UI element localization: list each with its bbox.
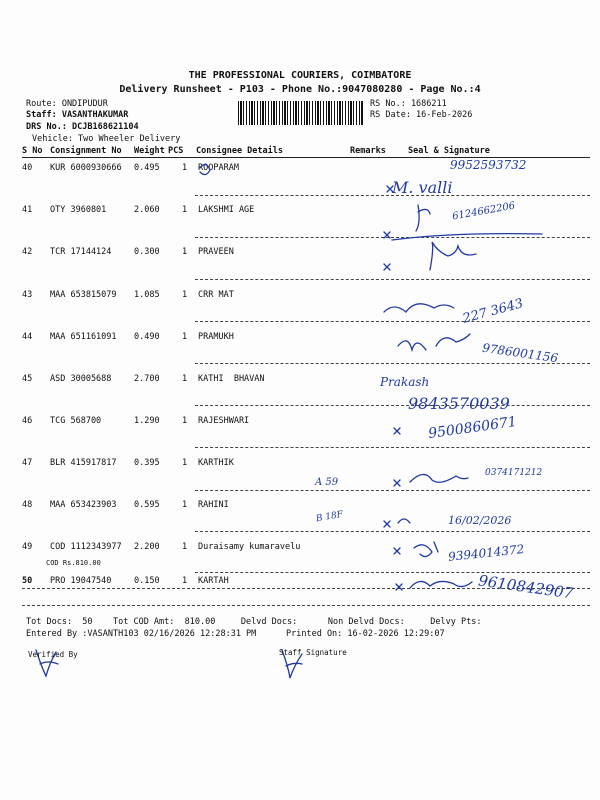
handwritten-name: M. valli — [392, 178, 453, 197]
row-pcs: 1 — [182, 542, 188, 552]
handwritten-phone: 9843570039 — [408, 394, 510, 413]
row-consignee: ROOPARAM — [198, 163, 239, 173]
row-consignment: MAA 651161091 — [50, 332, 117, 342]
company-title: THE PROFESSIONAL COURIERS, COIMBATORE — [188, 70, 412, 81]
row-consignee: KARTAH — [198, 576, 229, 586]
row-sno: 43 — [22, 290, 33, 300]
row-weight: 0.150 — [134, 576, 160, 586]
col-pcs: PCS — [168, 146, 184, 156]
staff-signature-label: Staff Signature — [279, 648, 347, 657]
row-consignee: PRAMUKH — [198, 332, 234, 342]
row-consignment: MAA 653423903 — [50, 500, 117, 510]
handwritten-date: 16/02/2026 — [448, 514, 512, 527]
row-pcs: 1 — [182, 576, 188, 586]
staff-name: Staff: VASANTHAKUMAR — [26, 110, 129, 120]
row-sno: 44 — [22, 332, 33, 342]
col-sno: S No — [22, 146, 43, 156]
drs-number: DRS No.: DCJB168621104 — [26, 122, 139, 132]
row-weight: 2.700 — [134, 374, 160, 384]
row-consignment: MAA 653815079 — [50, 290, 117, 300]
col-weight: Weight — [134, 146, 165, 156]
row-sno: 41 — [22, 205, 33, 215]
row-pcs: 1 — [182, 500, 188, 510]
handwritten-phone: 9786001156 — [481, 340, 559, 366]
col-consignee: Consignee Details — [196, 146, 283, 156]
row-pcs: 1 — [182, 458, 188, 468]
row-sno: 45 — [22, 374, 33, 384]
handwritten-phone: 6124662206 — [451, 200, 517, 223]
row-sno: 49 — [22, 542, 33, 552]
row-pcs: 1 — [182, 247, 188, 257]
row-weight: 2.200 — [134, 542, 160, 552]
row-consignment: COD 1112343977 — [50, 542, 122, 552]
row-consignee: KARTHIK — [198, 458, 234, 468]
row-consignment: TCG 568700 — [50, 416, 102, 426]
row-sno: 42 — [22, 247, 33, 257]
col-seal: Seal & Signature — [408, 146, 490, 156]
totals-line: Tot Docs: 50 Tot COD Amt: 810.00 Delvd Docs: Non Delvd Docs: Delvy Pts: — [26, 617, 482, 627]
row-weight: 0.490 — [134, 332, 160, 342]
handwritten-phone: 9610842907 — [477, 571, 575, 603]
handwritten-phone: 9500860671 — [427, 413, 518, 443]
row-consignment: KUR 6000930666 — [50, 163, 122, 173]
row-sno: 47 — [22, 458, 33, 468]
row-weight: 1.085 — [134, 290, 160, 300]
route: Route: ONDIPUDUR — [26, 99, 108, 109]
row-consignment: BLR 415917817 — [50, 458, 117, 468]
row-consignment: ASD 30005688 — [50, 374, 112, 384]
row-consignee: CRR MAT — [198, 290, 234, 300]
handwritten-remark: A 59 — [315, 477, 339, 488]
row-weight: 0.395 — [134, 458, 160, 468]
row-cod-amount: COD Rs.810.00 — [46, 559, 101, 567]
col-consignment: Consignment No — [50, 146, 122, 156]
handwritten-remark: B 18F — [315, 509, 344, 525]
col-remarks: Remarks — [350, 146, 386, 156]
row-weight: 0.300 — [134, 247, 160, 257]
row-sno: 48 — [22, 500, 33, 510]
row-consignment: OTY 3960801 — [50, 205, 107, 215]
row-pcs: 1 — [182, 416, 188, 426]
row-consignee: Duraisamy kumaravelu — [198, 542, 301, 552]
handwritten-phone: 227 3643 — [461, 296, 525, 327]
handwritten-name: Prakash — [380, 375, 430, 389]
row-pcs: 1 — [182, 205, 188, 215]
vehicle: Vehicle: Two Wheeler Delivery — [32, 134, 181, 144]
rs-number: RS No.: 1686211 — [370, 99, 447, 109]
row-consignee: RAHINI — [198, 500, 229, 510]
row-pcs: 1 — [182, 374, 188, 384]
row-weight: 2.060 — [134, 205, 160, 215]
rs-date: RS Date: 16-Feb-2026 — [370, 110, 473, 120]
entered-by: Entered By :VASANTH103 02/16/2026 12:28:31 PM — [26, 629, 257, 639]
row-weight: 1.290 — [134, 416, 160, 426]
row-weight: 0.595 — [134, 500, 160, 510]
row-consignee: LAKSHMI AGE — [198, 205, 255, 215]
handwritten-phone: 9952593732 — [450, 158, 527, 172]
row-weight: 0.495 — [134, 163, 160, 173]
printed-on: Printed On: 16-02-2026 12:29:07 — [286, 629, 445, 639]
runsheet-subtitle: Delivery Runsheet - P103 - Phone No.:9047080280 - Page No.:4 — [119, 84, 481, 95]
verified-by-label: Verified By — [28, 650, 78, 659]
handwritten-phone: 0374171212 — [485, 468, 543, 478]
row-pcs: 1 — [182, 163, 188, 173]
row-consignee: PRAVEEN — [198, 247, 234, 257]
row-consignee: KATHI BHAVAN — [198, 374, 265, 384]
row-sno: 46 — [22, 416, 33, 426]
row-consignment: TCR 17144124 — [50, 247, 112, 257]
row-sno: 50 — [22, 576, 33, 586]
row-pcs: 1 — [182, 332, 188, 342]
handwritten-phone: 9394014372 — [447, 542, 525, 564]
row-consignee: RAJESHWARI — [198, 416, 250, 426]
row-sno: 40 — [22, 163, 33, 173]
row-pcs: 1 — [182, 290, 188, 300]
row-consignment: PRO 19047540 — [50, 576, 112, 586]
